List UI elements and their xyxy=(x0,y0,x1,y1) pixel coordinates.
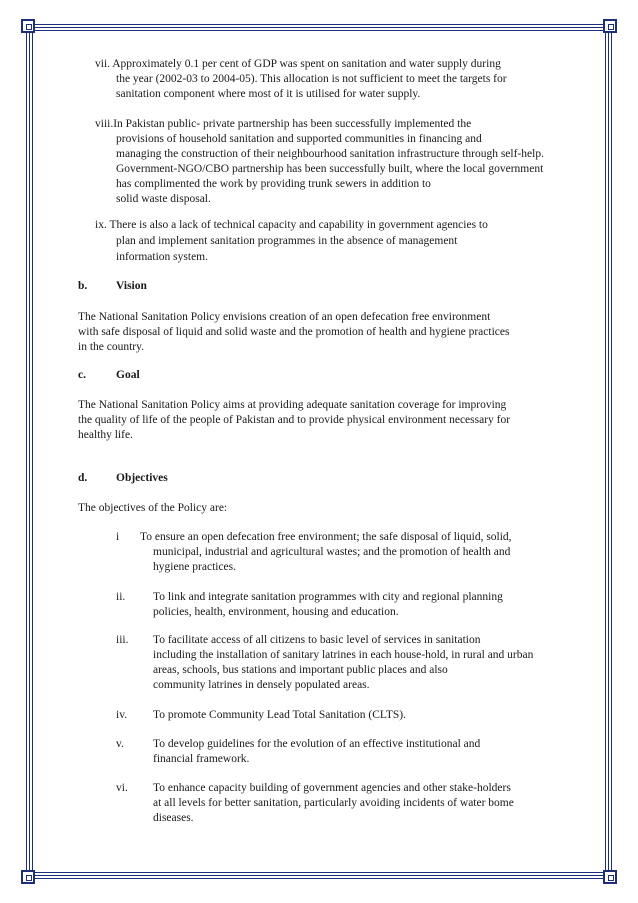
objective-iii-number: iii. xyxy=(116,634,129,646)
goal-text-line-2: the quality of life of the people of Pakistan and to provide physical environment necessary for xyxy=(78,414,511,426)
objective-vi-line-3: diseases. xyxy=(153,812,194,824)
objective-ii-line-1: To link and integrate sanitation programmes with city and regional planning xyxy=(153,591,503,603)
objective-iii-line-3: areas, schools, bus stations and important public places and also xyxy=(153,664,448,676)
objective-ii-number: ii. xyxy=(116,591,126,603)
point-viii-line-5: has complimented the work by providing trunk sewers in addition to xyxy=(116,178,431,190)
objective-vi-line-1: To enhance capacity building of government agencies and other stake-holders xyxy=(153,782,511,794)
objective-vi-line-2: at all levels for better sanitation, particularly avoiding incidents of water bome xyxy=(153,797,514,809)
vision-text-line-3: in the country. xyxy=(78,341,145,353)
objective-i-line-3: hygiene practices. xyxy=(153,561,237,573)
point-vii-line-2: the year (2002-03 to 2004-05). This allocation is not sufficient to meet the targets for xyxy=(116,73,507,85)
section-vision-title: Vision xyxy=(116,280,147,292)
objective-v-line-2: financial framework. xyxy=(153,753,250,765)
point-ix-line-3: information system. xyxy=(116,251,208,263)
point-vii-line-3: sanitation component where most of it is utilised for water supply. xyxy=(116,88,421,100)
section-goal-title: Goal xyxy=(116,369,140,381)
objective-iii-line-1: To facilitate access of all citizens to basic level of services in sanitation xyxy=(153,634,481,646)
objective-v-number: v. xyxy=(116,738,124,750)
section-d-letter: d. xyxy=(78,472,88,484)
section-objectives-title: Objectives xyxy=(116,472,168,484)
section-c-letter: c. xyxy=(78,369,86,381)
objective-ii-line-2: policies, health, environment, housing and education. xyxy=(153,606,399,618)
objectives-intro: The objectives of the Policy are: xyxy=(78,502,228,514)
point-viii-line-4: Government-NGO/CBO partnership has been successfully built, where the local government xyxy=(116,163,544,175)
objective-vi-number: vi. xyxy=(116,782,128,794)
goal-text-line-3: healthy life. xyxy=(78,429,133,441)
vision-text-line-2: with safe disposal of liquid and solid waste and the promotion of health and hygiene practices xyxy=(78,326,510,338)
objective-iv-number: iv. xyxy=(116,709,128,721)
objective-iv-line-1: To promote Community Lead Total Sanitation (CLTS). xyxy=(153,709,406,721)
objective-i-number: i xyxy=(116,531,120,543)
objective-iii-line-4: community latrines in densely populated areas. xyxy=(153,679,370,691)
vision-text-line-1: The National Sanitation Policy envisions creation of an open defecation free environment xyxy=(78,311,491,323)
goal-text-line-1: The National Sanitation Policy aims at providing adequate sanitation coverage for improving xyxy=(78,399,507,411)
section-b-letter: b. xyxy=(78,280,88,292)
objective-i-line-2: municipal, industrial and agricultural wastes; and the promotion of health and xyxy=(153,546,511,558)
objective-iii-line-2: including the installation of sanitary latrines in each house-hold, in rural and urban xyxy=(153,649,534,661)
point-ix-line-2: plan and implement sanitation programmes in the absence of management xyxy=(116,235,458,247)
point-viii-line-1: viii.In Pakistan public- private partnership has been successfully implemented the xyxy=(95,118,472,130)
point-ix-line-1: ix. There is also a lack of technical capacity and capability in government agencies to xyxy=(95,219,488,231)
point-viii-line-3: managing the construction of their neighbourhood sanitation infrastructure through self-help. xyxy=(116,148,544,160)
point-viii-line-2: provisions of household sanitation and supported communities in financing and xyxy=(116,133,482,145)
objective-v-line-1: To develop guidelines for the evolution of an effective institutional and xyxy=(153,738,481,750)
objective-i-line-1: To ensure an open defecation free environment; the safe disposal of liquid, solid, xyxy=(140,531,512,543)
point-viii-line-6: solid waste disposal. xyxy=(116,193,211,205)
point-vii-line-1: vii. Approximately 0.1 per cent of GDP was spent on sanitation and water supply during xyxy=(95,58,501,70)
